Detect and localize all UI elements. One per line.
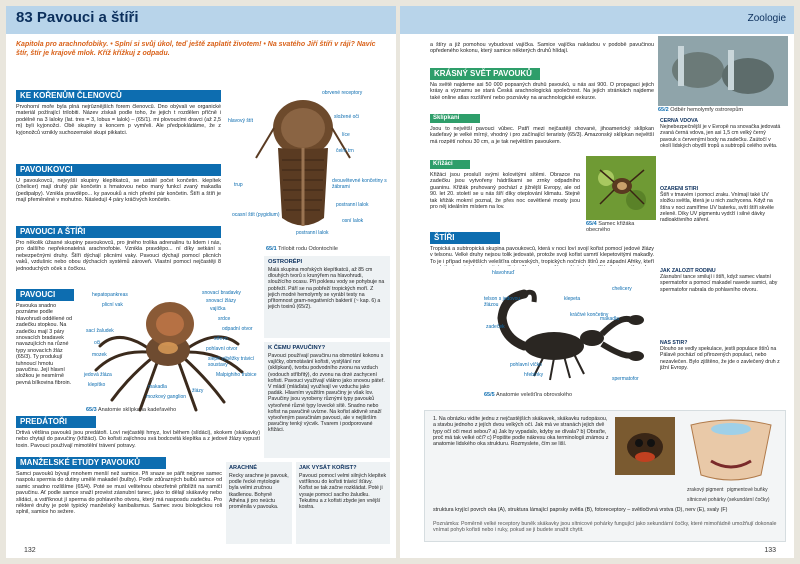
box-pavucina <box>264 342 390 458</box>
subheader-krizaci: Křižáci <box>430 160 470 169</box>
jumping-spider-photo <box>615 417 675 475</box>
chapter-label: Zoologie <box>747 13 786 24</box>
section-text-pavouci: Pavouka snadno poznáme podle hlavohrudi oddělené od zadečku stopkou. Na zadečku mají 3 páry snovacích bradavek navazujících na různé typy snovacích žláz (65/3). Ty produkují tuhnoucí hmotu pavučinu. Její hlavní složkou je nesmírně pevná bílkovina fibroin. <box>16 303 73 386</box>
side-nas-stir <box>660 340 782 398</box>
task-note: Poznámka: Poměrně velké receptory buněk skákavky jsou sítnicové pohárky fungující jako sekundární čočky, které mimořádně umožňují dokonale vnímat pohyb kořisti nebo i ruky, pokud se ji budete snažit chytit. <box>433 521 777 534</box>
fig5-label-hrebinky: hřebínky <box>524 372 544 378</box>
fig3-label-plicni-vak: plicní vak <box>102 302 123 308</box>
box-arachne-text: Řecky arachne je pavouk, podle řecké mytologie byla velmi zručnou tkadlenou. Bohyně Athéna ji pro neúctu proměnila v pavouka. <box>229 473 289 511</box>
fig1-label-trup: trup <box>234 182 243 188</box>
section-header-roots: KE KOŘENŮM ČLENOVCŮ <box>16 90 221 102</box>
fig3-label-hepatopankreas: hepatopankreas <box>92 292 128 298</box>
box-ostrorepi-title: OSTRORÉPI <box>268 259 303 265</box>
task-box <box>424 410 786 542</box>
fig3-label-odpadni-otvor: odpadní otvor <box>222 326 253 332</box>
trilobite-figure <box>238 88 388 246</box>
section-header-pavouci-stiri: PAVOUCI A ŠTÍŘI <box>16 226 221 238</box>
fig3-label-bradavky: snovací bradavky <box>202 290 241 296</box>
section-header-stiri: ŠTÍŘI <box>430 232 500 244</box>
fig3-label-makadla: makadla <box>148 384 167 390</box>
fig3-label-saci-zaludek: sací žaludek <box>86 328 114 334</box>
box-korist-text: Pavouci pomocí velmi silných klepítek vstříknou do kořisti trávicí šťávy. Kořist se tak začne rozkládat. Poté ji vysaje pomocí sacího žaludku. Tekutinu a z kořisti zbyde jen vnější kostra. <box>299 473 387 511</box>
fig1-label-postranni-lalok: postranní lalok <box>336 202 369 208</box>
chapter-intro: Kapitola pro arachnofobiky. • Splní si svůj úkol, teď ještě zaplatit životem! • Na svatého Jiří štíři v ráji? Navíc štír, štír je krajově mlok. Kříž křížkuj z odpadu. <box>16 41 376 57</box>
side-nas-stir-text: Dlouho se vedly spekulace, jestli populace štírů na Pálavě pochází od přirozených populací, nebo nezavlečen. Bylo zjištěno, že jde o zavlečený druh z jižní Evropy. <box>660 346 780 371</box>
fig5-label-pohlavni-vicko: pohlavní víčko <box>510 362 542 368</box>
fig3-label-pohlavni-otvor: pohlavní otvor <box>206 346 238 352</box>
fig5-caption <box>484 392 572 398</box>
section-text-roots: Prvohorní moře byla plná nejrůznějších forem členovců. Dno obývali ve organické materiál požírající trilobiti. Název získali podle toho, že jejich t rozdělen příčně i podélně na 3 laloky (lat. tres = 3, lobus = lalok) – (65/1). mi plovoucími dravci (až 2,5 m) byli kyjonožci. Obě skupiny s koncem p vymřeli. Ale předpokládáme, že z kyjonožců vznikly suchozemské skupi pikkatci. <box>16 104 221 136</box>
fig5-caption-text: Anatomie velešťíra obrovského <box>495 392 572 398</box>
fig3-caption <box>86 407 176 413</box>
fig1-caption <box>266 246 338 252</box>
section-header-manzelske: MANŽELSKÉ ETUDY PAVOUKŮ <box>16 457 166 469</box>
fig1-label-ocasni-stit: ocasní štít (pygidium) <box>232 212 280 218</box>
section-text-pavoukovci: U pavoukovců, nejvyšší skupiny klepítkatců, se ustálil počet končetin. klepítek (chelicer) mají druhý pár končetin s hmatovou nebo maný funkcí zvaný makadla (pedipalpy). Vznikla pravděpo... ky pavouků a nich přední pár končetin. Štíři a štíři je mají přeměněné v mohutno. Následují 4 páry kráčivých končetin. <box>16 178 221 204</box>
fig1-label-hlavovy-stit: hlavový štít <box>228 118 254 124</box>
fig4-caption <box>586 221 656 233</box>
box-korist <box>296 462 390 544</box>
section-text-top: a štíry a již pomohou vybudovat vajíčka. Samice vajíčka nakladou v podobě pavučinou opředeného kokonu, který samice některých druhů hlídají. <box>430 42 654 55</box>
task-text-2: struktura kryjící povrch oka (A), struktura lámající paprsky světla (B), fotoreceptory – světločivná vrstva (D), nerv (E), svaly (F) <box>433 507 728 513</box>
side-cerna-vdova-title: ČERNÁ VDOVA <box>660 118 698 124</box>
section-text-krizaci: Křižáci jsou proslulí svými kolovitými sítěmi. Obrazce na zadečku jsou vytvořeny hádrškami se zrnky odpadního guaninu. Křižák pruhovaný pochází z jižnější Evropy, ale od 90. let 20. století se u nás šíří díky oteplování klimatu. Stejně tak křižák mokrní poznal, že přes noc osvětlené mosty jsou pro něj ideálním místem na lov. <box>430 172 580 211</box>
chapter-title: 83 Pavouci a štíři <box>16 9 139 26</box>
chapter-header-bar-right <box>400 6 794 34</box>
section-text-stiri-intro <box>430 246 654 266</box>
fig3-caption-num: 65/3 <box>86 407 97 413</box>
task-text: 1. Na obrázku vidíte jednu z nejčastějších skákavek, skákavku rudopásou, a stavbu jednoho z jejích dvou velkých očí. Jak má ve stranách jejich dvě typy očí oči mezi sebou? a) Jak by vypadalo, kdyby se dívala? b) Obraťte, proč má tak velké oči? c) Popište podle nákresu oka terminologii známou z anatomie lidského oka strukturu. Rozmyslete, čím se liší. <box>433 416 609 448</box>
fig1-label-celni-trn: čelní trn <box>336 148 354 154</box>
side-rodina-text: Zásnubní tance smilují i štíři, když samec vlastní spermatofor a pomocí makadel navede samici, aby spermatofor nabrala do pohlavního otvoru. <box>660 274 778 293</box>
fig5-caption-num: 65/5 <box>484 392 495 398</box>
fig1-label-oci: složené oči <box>334 114 360 120</box>
subheader-sklipkani: Sklípkani <box>430 114 480 123</box>
fig1-label-lice: líce <box>342 132 350 138</box>
fig5-label-telson: telson s jedovou žlázou <box>484 296 521 308</box>
fig3-label-zlazy: snovací žlázy <box>206 298 237 304</box>
section-header-predatori: PREDÁTOŘI <box>16 416 96 428</box>
fig5-label-spermatofor: spermatofor <box>612 376 639 382</box>
side-nas-stir-title: NÁŠ ŠTÍR? <box>660 340 688 346</box>
fig3-label-mozek: mozek <box>92 352 107 358</box>
side-ozareni-text: Štíři v tmavém i pomocí zraku. Vnímají také UV složku světla, která je u nich zachycena. Když na štíra v noci zamíříme UV baterku, svítí štíři skvěle zeleně. Díky UV pigmentu vydrží i silné dávky radioaktivního záření. <box>660 192 774 224</box>
fig5-label-makadla: makadla <box>600 316 619 322</box>
section-text-predatori: Drtivá většina pavouků jsou predátoři. Loví nejčastěji hmyz, loví během (slídáci), skokem (skákavky) nebo chytají do pavučiny (křižáci). Do kořisti zajíchnou svá bodcovitá klepítka a z jedové žlázy vypustí toxin. Pavouci používají mimotělní trávení potravy. <box>16 430 260 449</box>
fig1-label-koncetiny: dvouvětevné končetiny s žábrami <box>332 178 387 190</box>
section-header-pavoukovci: PAVOUKOVCI <box>16 164 221 176</box>
fig3-label-malpighi: Malpighiho trubice <box>216 372 257 378</box>
eye-diagram <box>681 415 781 485</box>
fig3-label-klepitko: klepítko <box>88 382 106 388</box>
fig3-label-ganglion: mozkový ganglion <box>146 394 187 400</box>
box-arachne <box>226 462 292 544</box>
fig1-label-postranni-lalok-2: postranní lalok <box>296 230 329 236</box>
section-text-pavouci-stiri: Pro několik úžasné skupiny pavoukovců, pro jiného trolika adrenalinu tu lidem i nás, pro dalšího nepřekonatelná arachnofobie. Vznikla pravděpo... ní díky setkání s nebezpečnými druhy. Štíři dýchají plicními vaky. Pavouci dýchají pomocí plicních vaků, vzdušnic nebo obou dýchacích systémů zároveň. Vlastní pomocí nejčastěji 8 jednoduchých oček s čočkou. <box>16 240 221 272</box>
fig3-label-vybezky: slepé výběžky trávicí soustavy <box>208 356 255 368</box>
fig5-label-chelicery: chelicery <box>612 286 632 292</box>
eye-label-pohary: sítnicové pohárky (sekundární čočky) <box>687 497 770 503</box>
eye-label-pigment: zrakový pigment <box>687 487 724 493</box>
fig3-label-jedova-zlaza: jedová žláza <box>84 372 112 378</box>
section-text-stiri: Tropická a subtropická skupina pavoukovců, která v noci loví svojí kořist pomocí jedové žlázy v telsonu. Velké druhy nejsou tolik jedovaté, protože svoji kořist usmrtí klepetovitými makadly. To je i případ největších velešťíra obrovských, tropických nočních štírů ze západní Afriky, kteří <box>430 246 654 265</box>
fig5-label-hlavohrud: hlavohruď <box>492 270 515 276</box>
left-page <box>6 6 396 558</box>
fig3-label-zlazy-2: žlázy <box>192 388 204 394</box>
krizak-photo <box>586 156 656 220</box>
page-number-left: 132 <box>24 547 36 554</box>
fig5-label-zadecek: zadeček <box>486 324 505 330</box>
box-arachne-title: ARACHNÉ <box>229 465 257 471</box>
fig1-caption-text: Trilobit rodu Odontochile <box>278 246 338 252</box>
box-ostrorepi-text: Malá skupina mořských klepítkatců, až 85 cm dlouhých tvorů s krunýřem na hlavohrudi, sloužícího ocasu. Při poklesu vody se pohybuje na pobřeží. Páří se na pobřeží tropických moří. Z jejich modré hemolymfy se vyrábí testy na přítomnost gram-negativních bakterií (~ kap. 6) a jejich toxinů (65/2). <box>268 267 385 311</box>
fig3-label-vajicka: vajíčka <box>210 306 226 312</box>
side-cerna-vdova <box>660 118 782 186</box>
fig2-caption-num: 65/2 <box>658 107 669 113</box>
fig4-caption-num: 65/4 <box>586 221 597 227</box>
side-rodina-title: JAK ZALOŽIT RODINU <box>660 268 716 274</box>
fig1-label-receptory: obrvené receptory <box>322 90 363 96</box>
box-ostrorepi <box>264 256 390 338</box>
section-header-krasny: KRÁSNÝ SVĚT PAVOUKŮ <box>430 68 540 80</box>
eye-label-pigmentove: pigmentové buňky <box>727 487 768 493</box>
section-header-pavouci: PAVOUCI <box>16 289 74 301</box>
fig5-label-kraciva: kráčivé končetiny <box>570 312 609 318</box>
fig3-label-oci: oči <box>94 340 101 346</box>
fig3-label-srdce: srdce <box>218 316 231 322</box>
fig4-caption-text: Samec křižáka obecného <box>586 221 635 233</box>
section-text-manzelske: Samci pavouků bývají mnohem menší než samice. Při snaze se pářit nejprve samec naspolu spermia do dutiny umělé makadel (bulby). Podle zdůrazných bulbů samce od samic snadno rozlišíme (65/4). Poté se musí velitelnou obezřetně přiblížit na samičí pavučinu. Ať podle samce snaží provést zásnubní tanec, jako to dělají skákavky nebo slídáci, a vstříknout jí sperma do pohlavního otvoru, který má nasposdu zadečku. Pro některé druhy je poté typický manželský kanibalismus. Samec svou biologickou roli splnil, samice ho sežere. <box>16 471 222 516</box>
box-pavucina-text: Pavouci používají pavučinu na obmotání kokonu s vajíčky, obmotávání kořisti, vystýlání nor (sklípkani), tvorbu podvodního zvonu na vzduch (vodouch stříbřitý), do zvonu na drzé zachycení kořisti. Pavouci využívají vlákno jako snovou páteř. V mládí (mláďata) využívají ve vzduchu jako padák. Hlavním využitím pavučiny je však lov. Pavučiny jsou vyrobeny různými typy pavouků vytvořené různé typy lovecké sítě. Snadno nebo kořist na pavučině uvízne. Na kořist aktivně snaží vytvořeným pavučinám pavouci, ale v nejširším pavučiny tenký výcvik. Tvarem i podporované křižáci. <box>268 353 385 434</box>
fig3-caption-text: Anatomie sklípkana kadeřavého <box>97 407 177 413</box>
box-korist-title: JAK VYSÁT KOŘIST? <box>299 465 357 471</box>
fig2-caption-text: Odběr hemolymfy ostrorepům <box>670 107 743 113</box>
box-pavucina-title: K ČEMU PAVUČINY? <box>268 345 326 351</box>
fig5-label-klepeta: klepeta <box>564 296 581 302</box>
section-text-sklipkani: Jsou to největší pavouci vůbec. Patří mezi nejčastěji chované, jihoamerický sklípkan kadeřavý je velké mírný, vhodný i pro začínající teraristy (65/3). Amazonský sklípkan největší má rozpětí nohou 30 cm, a je tak největším pavoukem. <box>430 126 654 145</box>
right-page <box>400 6 794 558</box>
horseshoe-crab-photo <box>658 36 788 106</box>
section-text-krasny: Na světě najdeme asi 50 000 popsaných druhů pavouků, u nás asi 900. O propagaci jejich krásy a významu se stará Česká arachnologická společnost. Na jejích stránkách najdeme také online atlas rozšíření nebo poznávky na arachnologické exkurze. <box>430 82 654 101</box>
side-rodina <box>660 268 782 338</box>
fig1-caption-num: 65/1 <box>266 246 277 252</box>
fig1-label-osni-lalok: osní lalok <box>342 218 364 224</box>
side-ozareni-title: OZÁŘENÍ ŠTÍŘI <box>660 186 699 192</box>
side-cerna-vdova-text: Nejnebezpečnější je v Evropě na snovačka jedovatá zvaná černá vdova, jen asi 1,5 cm velký černý pavouk s červenými body na zadečku. Zaútočí v okolí lidských obydlí tropů a subtropů celého světa. <box>660 124 781 149</box>
fig3-label-strevo: střevo <box>214 336 228 342</box>
side-ozareni <box>660 186 782 258</box>
page-number-right: 133 <box>764 547 776 554</box>
fig2-caption <box>658 107 743 113</box>
